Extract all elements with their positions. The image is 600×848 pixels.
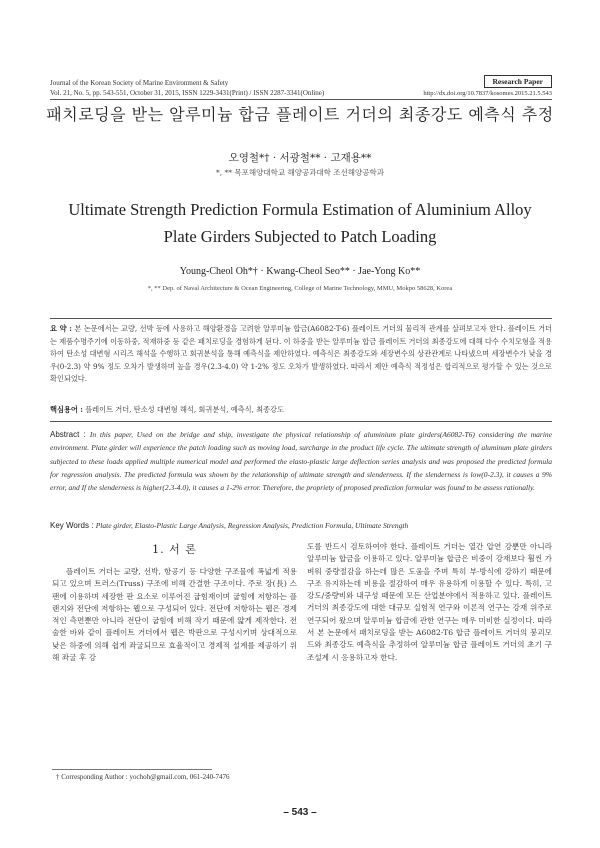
english-title-line1: Ultimate Strength Prediction Formula Estimation of Aluminium Alloy	[68, 200, 532, 219]
korean-abstract-text: 본 논문에서는 교량, 선박 등에 사용하고 해양환경을 고려한 알루미늄 합금(A6082-T-6) 플레이트 거더의 물리적 관계를 살펴보고자 한다. 플레이트 거더는 제품수명주기에 이동하중, 적재하중 등 같은 패치로딩을 경험하게 된다. 이 하중을 받는 알루미늄 합금 플레이트 거더의 최종강도에 대해 다수 수치모형을 적용하여 탄소성 대변형 시리즈 해석을 수행하고 회귀분석을 통해 예측식을 제안하였다. 예측식은 최종강도와 세장변수의 상관관계로 나타냈으며 세장변수가 낮을 경우(0-2.3) 약 9% 정도 오차가 발생하며 높을 경우(2.3-4.0) 약 1-2% 정도 오차가 발생하였다. 따라서 제안 예측식 적정성은 합리적으로 평가할 수 있는 것으로 확인되었다.	[50, 324, 552, 383]
body-paragraph: 플레이트 거더는 교량, 선박, 항공기 등 다양한 구조물에 폭넓게 적용되고 있으며 트러스(Truss) 구조에 비해 간결한 구조이다. 주로 장(長) 스팬에 이용하며 세장한 판 요소로 이루어진 굽힘재이며 굽힘에 저항하는 플랜지와 전단에 저항하는 웹으로 구성되어 있다. 전단에 저항하는 웹은 경제적인 측면뿐만 아니라 전단이 굽힘에 비해 작기 때문에 얇게 제작한다. 전술한 바와 같이 플레이트 거더에서 웹은 박판으로 구성시키며 상대적으로 낮은 하중에 의해 쉽게 좌굴되므로 효율적이고 경제적 설계를 제공하기 위해 좌굴 후 강	[52, 567, 297, 663]
header-rule	[50, 99, 552, 100]
english-authors: Young-Cheol Oh*† · Kwang-Cheol Seo** · Jae-Yong Ko**	[179, 266, 421, 277]
body-left-column	[52, 566, 297, 664]
english-abstract	[50, 428, 552, 494]
abstract-mid-rule	[50, 421, 552, 422]
korean-keywords-text: 플레이트 거더, 탄소성 대변형 해석, 회귀분석, 예측식, 최종강도	[85, 405, 284, 414]
doi-link[interactable]: http://dx.doi.org/10.7837/kosomes.2015.21.5.543	[423, 90, 552, 97]
english-abstract-text: In this paper, Used on the bridge and ship, investigate the physical relationship of aluminium plate girders(A6082-T6) considering the marine environment. Plate girder will experience the patch loading such as moving load, surcharge in the product life cycle. The ultimate strength of aluminum plate girders subjected to these loads applied multiple numerical model and performed the elasto-plastic large deflection series analysis and was proposed the predicted formula for regression analysis. The predicted formula was shown by the relationship of ultimate strength and slenderness. If the slenderness is low(0-2.3), it causes a 9% error, and If the slenderness is higher(2.3-4.0), it causes a 1-2% error. Therefore, the propriety of proposed prediction formular was found to be assess rationally.	[50, 430, 552, 493]
korean-title: 패치로딩을 받는 알루미늄 합금 플레이트 거더의 최종강도 예측식 추정	[46, 105, 554, 124]
english-title-line2: Plate Girders Subjected to Patch Loading	[163, 227, 437, 246]
english-affiliation: *, ** Dep. of Naval Architecture & Ocean Engineering, College of Marine Technology, MMU, Mokpo 58628, Korea	[147, 285, 453, 292]
korean-authors: 오영철*† · 서광철** · 고재용**	[228, 152, 372, 164]
korean-keywords	[50, 404, 552, 417]
korean-abstract	[50, 323, 552, 386]
footnote-rule	[52, 769, 212, 770]
body-paragraph: 도를 반드시 검토하여야 한다. 플레이트 거더는 열간 압연 강뿐만 아니라 알루미늄 합금을 이용하고 있다. 알루미늄 합금은 비중이 강재보다 훨씬 가벼워 중량절감을 하는데 많은 도움을 주며 특히 부·방식에 강하기 때문에 구조 유지하는데 비용을 절감하여 매우 유용하게 이용할 수 있다. 특히, 고강도/중량비와 내구성 때문에 모든 산업분야에서 적용하고 있다. 플레이트 거더의 최종강도에 대한 대규모 실험적 연구와 이론적 연구는 강재 위주로 연구되어 왔으며 알루미늄 합금에 관한 연구는 매우 미비한 실정이다. 따라서 본 논문에서 패치로딩을 받는 A6082-T6 합금 플레이트 거더의 붕괴모드와 최종강도 예측식을 추정하여 알루미늄 합금 플레이트 거더의 초기 구조설계 시 응용하고자 한다.	[307, 542, 552, 662]
english-keywords-text: Plate girder, Elasto-Plastic Large Analysis, Regression Analysis, Prediction Formula, Ultimate Strength	[95, 521, 409, 530]
journal-volume-info: Vol. 21, No. 5, pp. 543-551, October 31, 2015, ISSN 1229-3431(Print) / ISSN 2287-3341(Online)	[50, 89, 325, 97]
section-1-title: 1. 서 론	[152, 543, 197, 556]
english-abstract-label: Abstract :	[50, 430, 86, 439]
abstract-top-rule	[50, 318, 552, 319]
journal-name: Journal of the Korean Society of Marine Environment & Safety	[50, 79, 229, 87]
korean-affiliation: *, ** 목포해양대학교 해양공과대학 조선해양공학과	[215, 168, 385, 177]
research-paper-badge: Research Paper	[484, 75, 552, 88]
page-number: – 543 –	[283, 807, 317, 818]
body-right-column	[307, 541, 552, 664]
korean-keywords-label: 핵심용어 :	[50, 405, 83, 414]
korean-abstract-label: 요 약 :	[50, 324, 72, 333]
english-keywords	[50, 520, 552, 533]
corresponding-author-footnote: † Corresponding Author : yochoh@gmail.com, 061-240-7476	[56, 773, 230, 781]
english-title	[0, 196, 600, 250]
english-keywords-label: Key Words :	[50, 521, 94, 530]
journal-info	[50, 78, 324, 98]
